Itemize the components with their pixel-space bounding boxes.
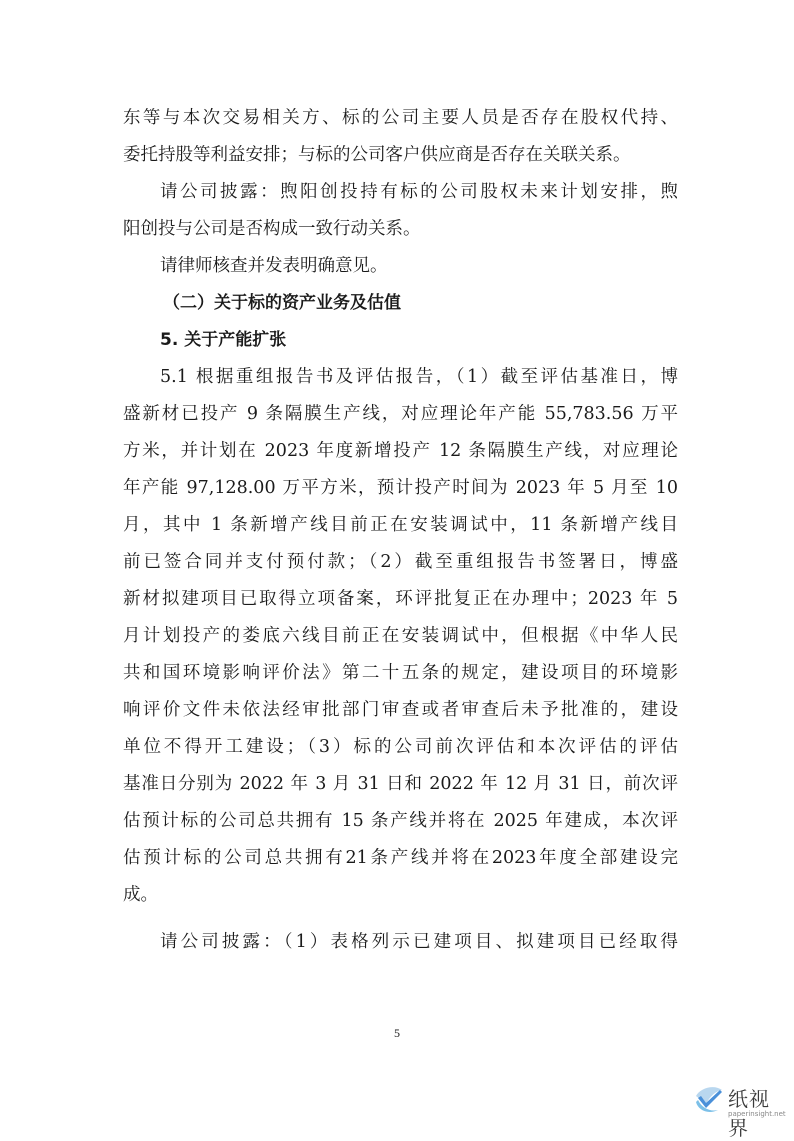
paragraph-line: 成。 xyxy=(123,885,158,905)
subsection-heading: 5. 关于产能扩张 xyxy=(160,330,287,350)
paragraph-line: 估预计标的公司总共拥有21条产线并将在2023年度全部建设完 xyxy=(123,848,678,868)
watermark-url: paperinsight.net xyxy=(728,1110,786,1118)
paragraph-line: 基准日分别为 2022 年 3 月 31 日和 2022 年 12 月 31 日，前次评 xyxy=(123,774,678,794)
paragraph-line: 响评价文件未依法经审批部门审查或者审查后未予批准的，建设 xyxy=(123,700,678,720)
watermark xyxy=(690,1078,790,1140)
checkmark-logo-icon xyxy=(692,1082,726,1116)
paragraph-line: 委托持股等利益安排；与标的公司客户供应商是否存在关联关系。 xyxy=(123,145,631,165)
paragraph-line: 请公司披露：（1）表格列示已建项目、拟建项目已经取得 xyxy=(160,932,678,952)
paragraph-line: 单位不得开工建设；（3）标的公司前次评估和本次评估的评估 xyxy=(123,737,678,757)
page-number: 5 xyxy=(394,1026,400,1040)
paragraph-line: 方米，并计划在 2023 年度新增投产 12 条隔膜生产线，对应理论 xyxy=(123,441,678,461)
paragraph-line: 请律师核查并发表明确意见。 xyxy=(160,256,388,276)
paragraph-line: 月计划投产的娄底六线目前正在安装调试中，但根据《中华人民 xyxy=(123,626,678,646)
body-text xyxy=(123,100,678,961)
paragraph-line: 东等与本次交易相关方、标的公司主要人员是否存在股权代持、 xyxy=(123,108,678,128)
paragraph-line: 新材拟建项目已取得立项备案，环评批复正在办理中；2023 年 5 xyxy=(123,589,678,609)
paragraph-line: 前已签合同并支付预付款；（2）截至重组报告书签署日，博盛 xyxy=(123,552,678,572)
paragraph-line: 年产能 97,128.00 万平方米，预计投产时间为 2023 年 5 月至 10 xyxy=(123,478,678,498)
watermark-brand: 纸视界 xyxy=(728,1087,770,1140)
paragraph-line: 盛新材已投产 9 条隔膜生产线，对应理论年产能 55,783.56 万平 xyxy=(123,404,678,424)
paragraph-line: 5.1 根据重组报告书及评估报告，（1）截至评估基准日，博 xyxy=(160,367,678,387)
paragraph-line: 估预计标的公司总共拥有 15 条产线并将在 2025 年建成，本次评 xyxy=(123,811,678,831)
paragraph-line: 共和国环境影响评价法》第二十五条的规定，建设项目的环境影 xyxy=(123,663,678,683)
paragraph-line: 月，其中 1 条新增产线目前正在安装调试中，11 条新增产线目 xyxy=(123,515,678,535)
paragraph-line: 阳创投与公司是否构成一致行动关系。 xyxy=(123,219,421,239)
paragraph-line: 请公司披露：煦阳创投持有标的公司股权未来计划安排，煦 xyxy=(160,182,678,202)
section-heading: （二）关于标的资产业务及估值 xyxy=(163,293,401,313)
